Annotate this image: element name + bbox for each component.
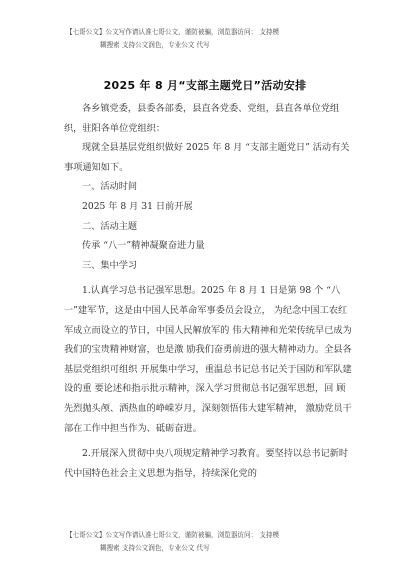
section-2-text: 传承 “八一”精神凝聚奋进力量 bbox=[82, 240, 205, 252]
section-1-heading: 一、活动时间 bbox=[82, 181, 138, 193]
salutation: 各乡镇党委，县委各部委，县直各党委、党组，县直各单位党组织，驻阳各单位党组织： bbox=[64, 103, 340, 134]
document-title: 2025 年 8 月“支部主题党日”活动安排 bbox=[103, 79, 307, 92]
header-watermark-note bbox=[66, 26, 366, 52]
footer-watermark-note bbox=[66, 529, 366, 555]
footer-note-line-2: 糊搜索 支持公文润色，专业公文 代写 bbox=[100, 544, 210, 552]
document-body bbox=[64, 95, 354, 483]
header-note-line-2: 糊搜索 支持公文润色，专业公文 代写 bbox=[100, 41, 210, 49]
header-note-line-1: 【七哥公文】公文写作请认准七哥公文，谨防被骗，浏览器访问： 支持模 bbox=[66, 28, 280, 36]
section-1-text: 2025 年 8 月 31 日前开展 bbox=[82, 200, 193, 212]
paragraph-1: 1.认真学习总书记强军思想。2025 年 8 月 1 日是第 98 个 “八一”建军节，这是由中国人民革命军事委员会设立， 为纪念中国工农红军成立而设立的节日，中国人民解放军的 伟大精神和光荣传统早已成为我们的宝贵精神财富，也是激 励我们奋勇前进的强大精神动力。全县各基层党组织可组织 开展集中学习，重温总书记总书记关于国防和军队建设的重 要论述和指示批示精神，深入学习贯彻总书记强军思想，回 顾先烈抛头颅、洒热血的峥嵘岁月，深刻领悟伟大建军精神， 激励党员干部在工作中担当作为、砥砺奋进。 bbox=[64, 285, 352, 434]
section-2-heading: 二、活动主题 bbox=[82, 220, 138, 232]
section-3-heading: 三、集中学习 bbox=[82, 259, 138, 271]
footer-note-line-1: 【七哥公文】公文写作请认准七哥公文，谨防被骗，浏览器访问： 支持模 bbox=[66, 531, 280, 539]
paragraph-2: 2.开展深入贯彻中央八项规定精神学习教育。要坚持以总书记新时代中国特色社会主义思想为指导，持续深化党的 bbox=[64, 448, 349, 479]
intro-paragraph: 现就全县基层党组织做好 2025 年 8 月 “支部主题党日” 活动有关事项通知如下。 bbox=[64, 142, 350, 173]
